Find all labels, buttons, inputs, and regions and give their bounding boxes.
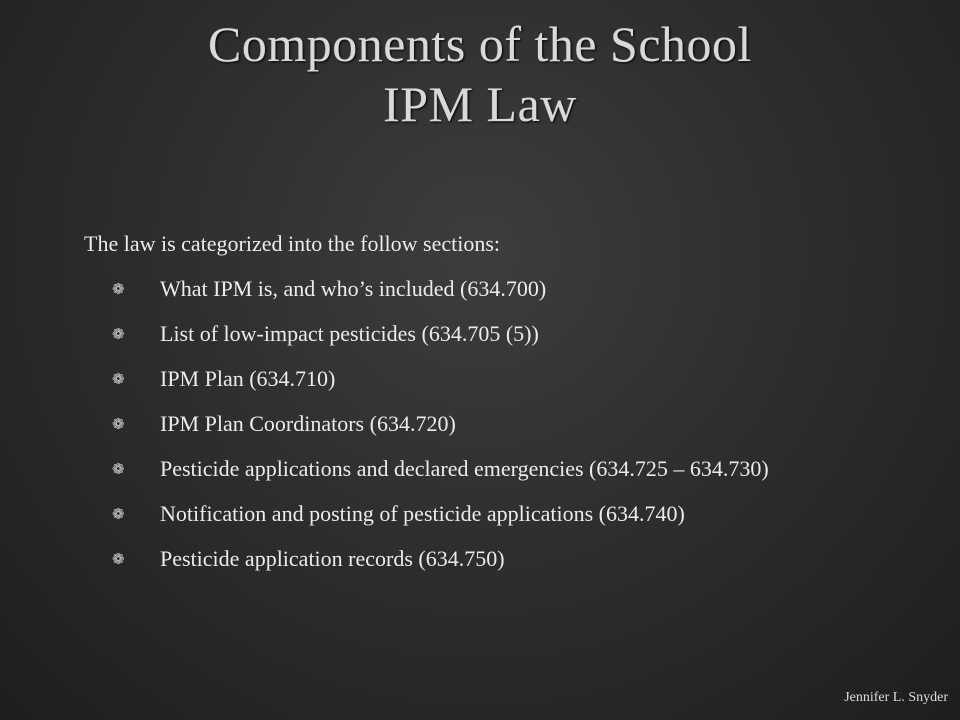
slide-content <box>84 230 904 593</box>
intro-text: The law is categorized into the follow sections: <box>84 231 501 256</box>
flower-bullet-icon: ❁ <box>112 505 125 523</box>
list-item <box>112 323 904 345</box>
list-item-label: IPM Plan (634.710) <box>160 366 336 391</box>
list-item <box>112 548 904 570</box>
slide-title <box>60 14 900 134</box>
list-item-label: IPM Plan Coordinators (634.720) <box>160 411 456 436</box>
list-item-label: List of low-impact pesticides (634.705 (5)) <box>160 321 539 346</box>
list-item-label: Notification and posting of pesticide applications (634.740) <box>160 501 685 526</box>
section-list <box>84 278 904 570</box>
flower-bullet-icon: ❁ <box>112 550 125 568</box>
flower-bullet-icon: ❁ <box>112 325 125 343</box>
list-item <box>112 413 904 435</box>
list-item-label: Pesticide applications and declared emergencies (634.725 – 634.730) <box>160 456 769 481</box>
slide-title-line-1: Components of the School <box>208 16 752 72</box>
list-item-label: Pesticide application records (634.750) <box>160 546 505 571</box>
flower-bullet-icon: ❁ <box>112 460 125 478</box>
flower-bullet-icon: ❁ <box>112 370 125 388</box>
list-item <box>112 278 904 300</box>
list-item-label: What IPM is, and who’s included (634.700) <box>160 276 547 301</box>
list-item <box>112 503 904 525</box>
flower-bullet-icon: ❁ <box>112 280 125 298</box>
author-footer: Jennifer L. Snyder <box>844 690 948 705</box>
list-item <box>112 458 904 480</box>
list-item <box>112 368 904 390</box>
slide-title-line-2: IPM Law <box>383 76 577 132</box>
flower-bullet-icon: ❁ <box>112 415 125 433</box>
